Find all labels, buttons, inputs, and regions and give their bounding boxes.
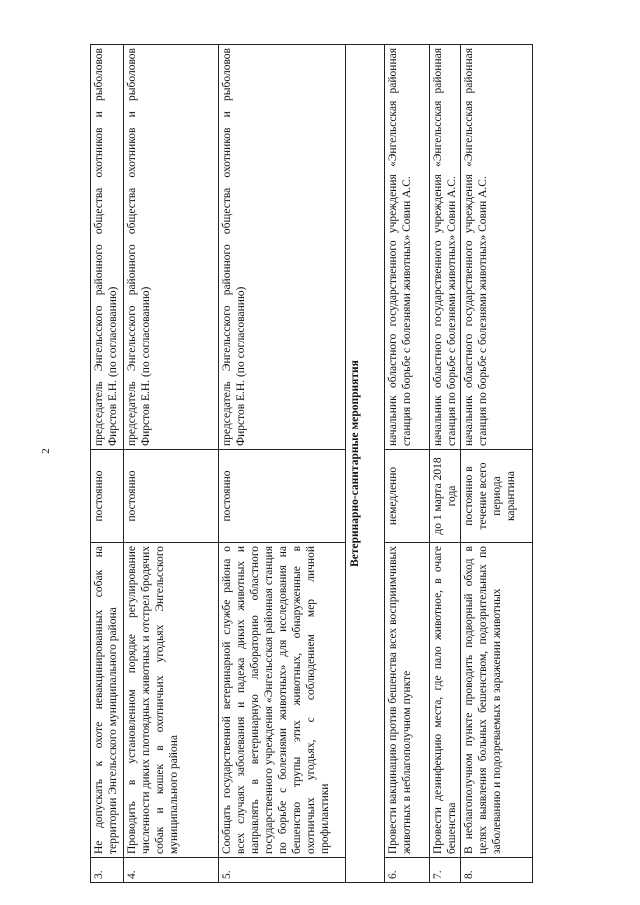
row-number: 6. <box>385 858 430 883</box>
responsible-cell: председатель Энгельсского районного общества охотников и рыболовов Фирстов Е.Н. (по согласованию) <box>219 45 346 450</box>
term-cell: постоянно <box>219 450 346 543</box>
table-row <box>219 45 346 883</box>
row-number: 3. <box>91 858 124 883</box>
table-row <box>385 45 430 883</box>
section-header-row <box>346 45 385 883</box>
table-row <box>461 45 533 883</box>
row-number: 7. <box>430 858 461 883</box>
action-cell: Сообщать государственной ветеринарной службе района о всех случаях заболевания и падежа диких животных и направлять в ветеринарную лабораторию областного государственного учреждения «Энгельсская районная станция по борьбе с болезнями животных» для исследования на бешенство трупы этих животных, обнаруженные в охотничьих угодьях, с соблюдением мер личной профилактики <box>219 543 346 858</box>
row-number: 5. <box>219 858 346 883</box>
table-row <box>430 45 461 883</box>
section-title: Ветеринарно-санитарные мероприятия <box>346 45 385 883</box>
term-cell: постоянно <box>91 450 124 543</box>
responsible-cell: председатель Энгельсского районного общества охотников и рыболовов Фирстов Е.Н. (по согласованию) <box>124 45 219 450</box>
term-cell: немедленно <box>385 450 430 543</box>
action-cell: Не допускать к охоте невакцинированных собак на территории Энгельсского муниципального района <box>91 543 124 858</box>
action-cell: В неблагополучном пункте проводить подворный обход в целях выявления больных бешенством, подозрительных по заболеванию и подозреваемых в заражении животных <box>461 543 533 858</box>
row-number: 4. <box>124 858 219 883</box>
responsible-cell: председатель Энгельсского районного общества охотников и рыболовов Фирстов Е.Н. (по согласованию) <box>91 45 124 450</box>
page-number: 2 <box>40 448 52 454</box>
action-cell: Провести дезинфекцию места, где пало животное, в очаге бешенства <box>430 543 461 858</box>
rotated-table-container <box>90 44 533 883</box>
term-cell: постоянно в течение всего периода карантина <box>461 450 533 543</box>
responsible-cell: начальник областного государственного учреждения «Энгельсская районная станция по борьбе с болезнями животных» Совин А.С. <box>461 45 533 450</box>
term-cell: постоянно <box>124 450 219 543</box>
responsible-cell: начальник областного государственного учреждения «Энгельсская районная станция по борьбе с болезнями животных» Совин А.С. <box>430 45 461 450</box>
term-cell: до 1 марта 2018 года <box>430 450 461 543</box>
table-row <box>124 45 219 883</box>
responsible-cell: начальник областного государственного учреждения «Энгельсская районная станция по борьбе с болезнями животных» Совин А.С. <box>385 45 430 450</box>
row-number: 8. <box>461 858 533 883</box>
action-cell: Проводить в установленном порядке регулирование численности диких плотоядных животных и отстрел бродячих собак и кошек в охотничьих угодьях Энгельсского муниципального района <box>124 543 219 858</box>
table-row <box>91 45 124 883</box>
measures-table <box>90 44 533 883</box>
action-cell: Провести вакцинацию против бешенства всех восприимчивых животных в неблагополучном пункте <box>385 543 430 858</box>
